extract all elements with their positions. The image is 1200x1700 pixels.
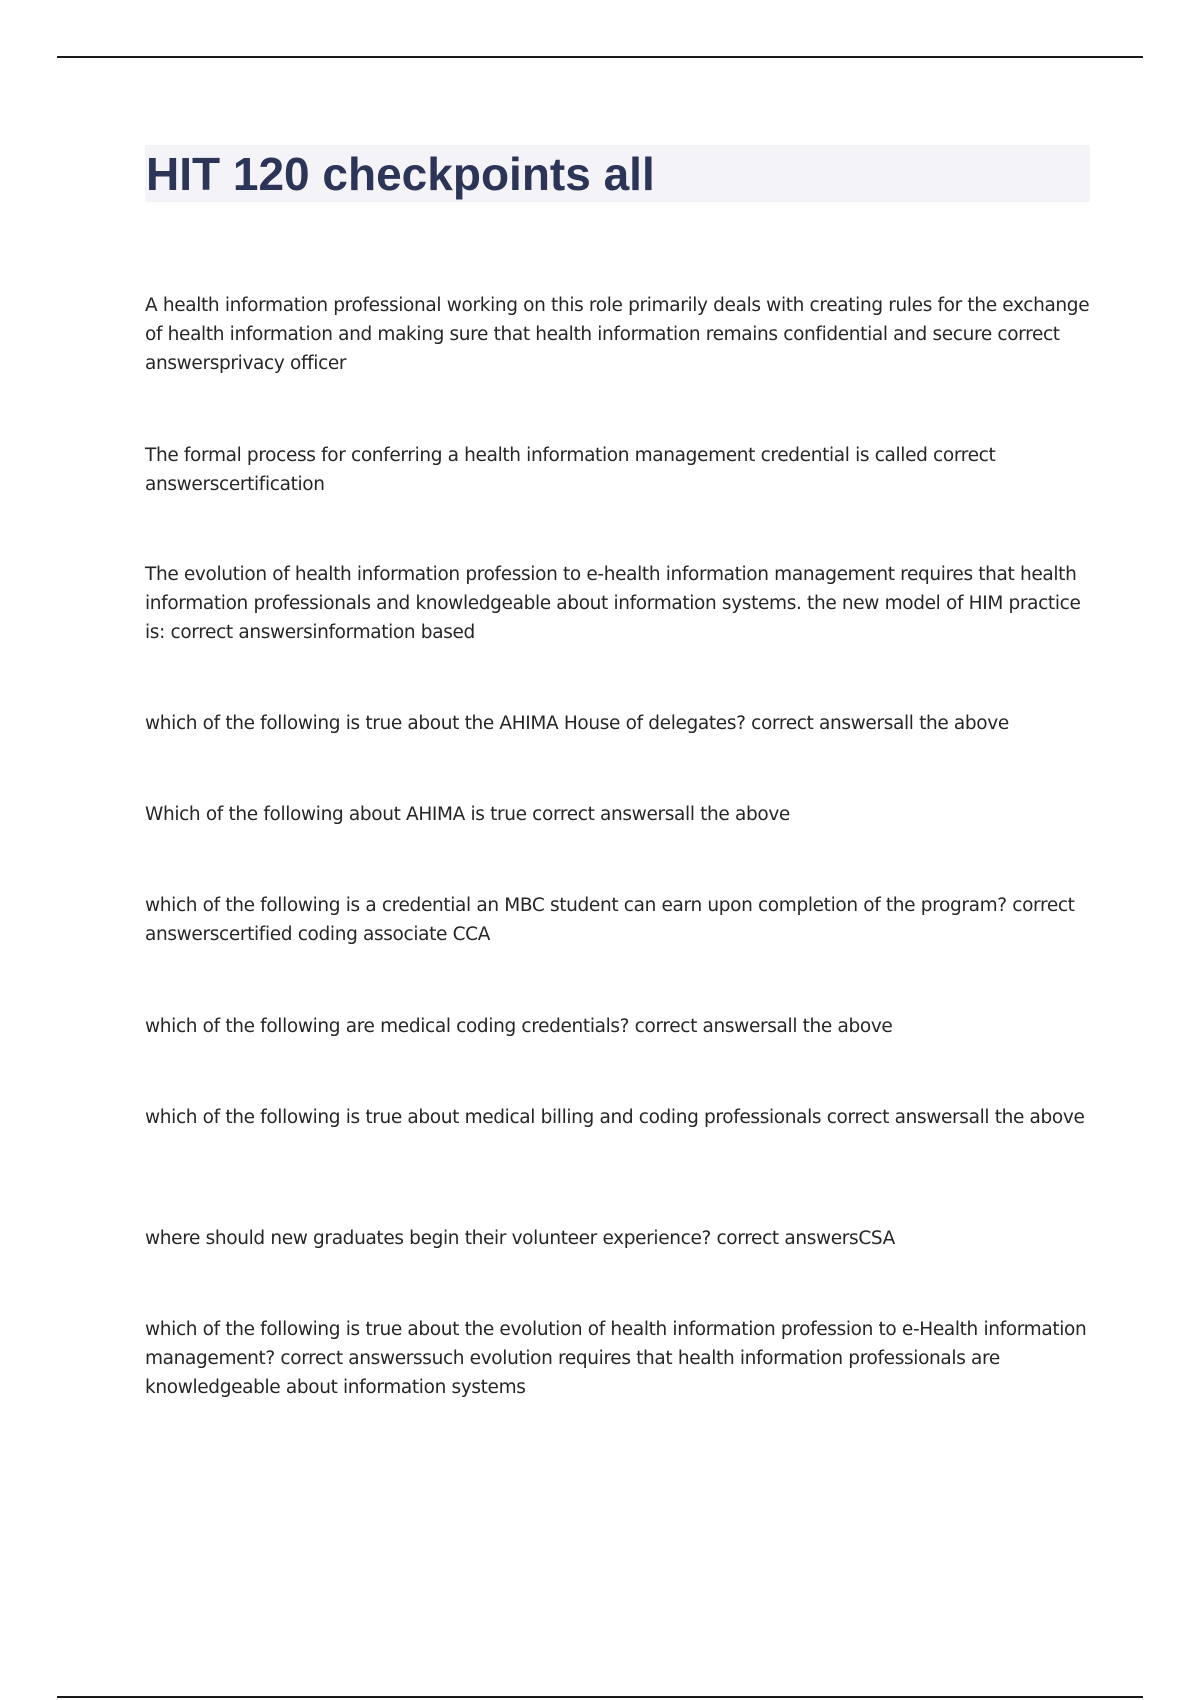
qa-entry-7: which of the following are medical coding credentials? correct answersall the above [145,1016,893,1037]
qa-entry-10: which of the following is true about the evolution of health information profession to e-Health information management? correct answerssuch evolution requires that health information professionals are knowledgeable about information systems [145,1319,1087,1398]
qa-entry-6: which of the following is a credential an MBC student can earn upon completion of the program? correct answerscertified coding associate CCA [145,895,1075,945]
top-rule [57,56,1143,58]
qa-entry-2: The formal process for conferring a health information management credential is called correct answerscertification [145,445,996,495]
bottom-rule [57,1696,1143,1698]
qa-entry-5: Which of the following about AHIMA is true correct answersall the above [145,804,790,825]
qa-entry-9: where should new graduates begin their volunteer experience? correct answersCSA [145,1228,895,1249]
qa-entry-4: which of the following is true about the AHIMA House of delegates? correct answersall the above [145,713,1009,734]
page-title: HIT 120 checkpoints all [146,148,655,200]
qa-entry-8: which of the following is true about medical billing and coding professionals correct answersall the above [145,1107,1085,1128]
qa-entry-3: The evolution of health information profession to e-health information management requires that health information professionals and knowledgeable about information systems. the new model of HIM practice is: correct answersinformation based [145,564,1081,643]
qa-entry-1: A health information professional working on this role primarily deals with creating rules for the exchange of health information and making sure that health information remains confidential and secure correct answersprivacy officer [145,295,1090,374]
